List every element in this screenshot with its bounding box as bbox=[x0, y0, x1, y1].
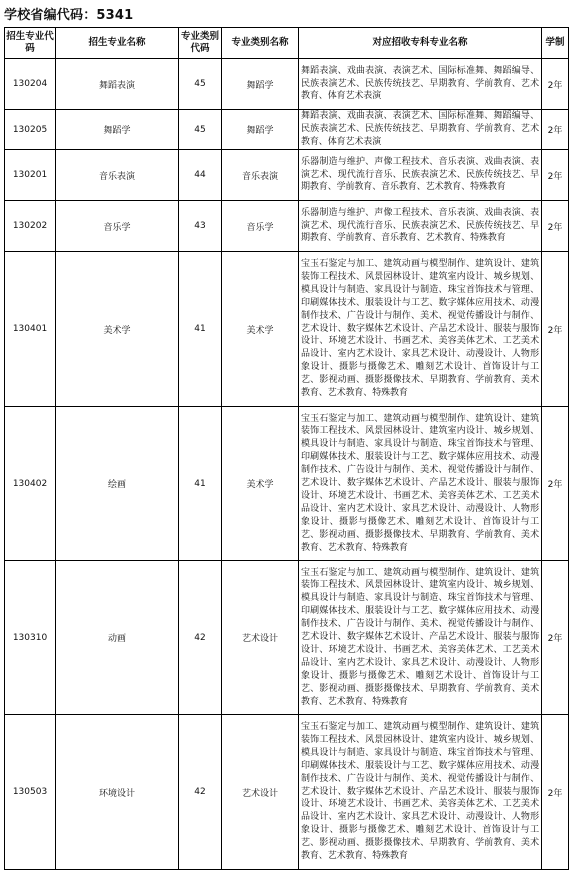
major-code-cell: 130202 bbox=[5, 201, 56, 252]
major-code-cell: 130503 bbox=[5, 715, 56, 870]
duration-cell: 2年 bbox=[542, 59, 569, 110]
category-name-cell: 音乐表演 bbox=[222, 150, 299, 201]
related-majors-cell: 宝玉石鉴定与加工、建筑动画与模型制作、建筑设计、建筑装饰工程技术、风景园林设计、建筑室内设计、城乡规划、模具设计与制造、家具设计与制造、珠宝首饰技术与管理、印刷媒体技术、服装设计与工艺、数字媒体应用技术、动漫制作技术、广告设计与制作、美术、视觉传播设计与制作、艺术设计、数字媒体艺术设计、产品艺术设计、服装与服饰设计、环境艺术设计、书画艺术、美容美体艺术、工艺美术品设计、室内艺术设计、家具艺术设计、动漫设计、人物形象设计、摄影与摄像艺术、雕刻艺术设计、首饰设计与工艺、影视动画、摄影摄像技术、早期教育、学前教育、美术教育、艺术教育、特殊教育 bbox=[299, 561, 542, 715]
category-name-cell: 美术学 bbox=[222, 407, 299, 561]
major-name-cell: 绘画 bbox=[56, 407, 179, 561]
header-related-majors: 对应招收专科专业名称 bbox=[299, 28, 542, 59]
category-name-cell: 艺术设计 bbox=[222, 561, 299, 715]
major-name-cell: 舞蹈学 bbox=[56, 110, 179, 150]
category-name-cell: 音乐学 bbox=[222, 201, 299, 252]
table-header-row bbox=[5, 28, 569, 59]
duration-cell: 2年 bbox=[542, 715, 569, 870]
category-code-cell: 45 bbox=[179, 110, 222, 150]
table-row bbox=[5, 252, 569, 407]
category-name-cell: 舞蹈学 bbox=[222, 110, 299, 150]
duration-cell: 2年 bbox=[542, 252, 569, 407]
category-code-cell: 42 bbox=[179, 561, 222, 715]
category-name-cell: 艺术设计 bbox=[222, 715, 299, 870]
table-row bbox=[5, 59, 569, 110]
major-name-cell: 音乐学 bbox=[56, 201, 179, 252]
table-row bbox=[5, 407, 569, 561]
related-majors-cell: 舞蹈表演、戏曲表演、表演艺术、国际标准舞、舞蹈编导、民族表演艺术、民族传统技艺、早期教育、学前教育、艺术教育、体育艺术表演 bbox=[299, 59, 542, 110]
duration-cell: 2年 bbox=[542, 407, 569, 561]
table-row bbox=[5, 150, 569, 201]
related-majors-cell: 宝玉石鉴定与加工、建筑动画与模型制作、建筑设计、建筑装饰工程技术、风景园林设计、建筑室内设计、城乡规划、模具设计与制造、家具设计与制造、珠宝首饰技术与管理、印刷媒体技术、服装设计与工艺、数字媒体应用技术、动漫制作技术、广告设计与制作、美术、视觉传播设计与制作、艺术设计、数字媒体艺术设计、产品艺术设计、服装与服饰设计、环境艺术设计、书画艺术、美容美体艺术、工艺美术品设计、室内艺术设计、家具艺术设计、动漫设计、人物形象设计、摄影与摄像艺术、雕刻艺术设计、首饰设计与工艺、影视动画、摄影摄像技术、早期教育、学前教育、美术教育、艺术教育、特殊教育 bbox=[299, 407, 542, 561]
category-code-cell: 42 bbox=[179, 715, 222, 870]
major-name-cell: 环境设计 bbox=[56, 715, 179, 870]
major-name-cell: 美术学 bbox=[56, 252, 179, 407]
related-majors-cell: 乐器制造与维护、声像工程技术、音乐表演、戏曲表演、表演艺术、现代流行音乐、民族表演艺术、民族传统技艺、早期教育、学前教育、音乐教育、艺术教育、特殊教育 bbox=[299, 150, 542, 201]
major-code-cell: 130201 bbox=[5, 150, 56, 201]
header-major-name: 招生专业名称 bbox=[56, 28, 179, 59]
major-name-cell: 动画 bbox=[56, 561, 179, 715]
category-name-cell: 美术学 bbox=[222, 252, 299, 407]
header-duration: 学制 bbox=[542, 28, 569, 59]
table-row bbox=[5, 201, 569, 252]
major-name-cell: 音乐表演 bbox=[56, 150, 179, 201]
header-category-name: 专业类别名称 bbox=[222, 28, 299, 59]
duration-cell: 2年 bbox=[542, 110, 569, 150]
duration-cell: 2年 bbox=[542, 201, 569, 252]
major-code-cell: 130205 bbox=[5, 110, 56, 150]
related-majors-cell: 乐器制造与维护、声像工程技术、音乐表演、戏曲表演、表演艺术、现代流行音乐、民族表演艺术、民族传统技艺、早期教育、学前教育、音乐教育、艺术教育、特殊教育 bbox=[299, 201, 542, 252]
related-majors-cell: 宝玉石鉴定与加工、建筑动画与模型制作、建筑设计、建筑装饰工程技术、风景园林设计、建筑室内设计、城乡规划、模具设计与制造、家具设计与制造、珠宝首饰技术与管理、印刷媒体技术、服装设计与工艺、数字媒体应用技术、动漫制作技术、广告设计与制作、美术、视觉传播设计与制作、艺术设计、数字媒体艺术设计、产品艺术设计、服装与服饰设计、环境艺术设计、书画艺术、美容美体艺术、工艺美术品设计、室内艺术设计、家具艺术设计、动漫设计、人物形象设计、摄影与摄像艺术、雕刻艺术设计、首饰设计与工艺、影视动画、摄影摄像技术、早期教育、学前教育、美术教育、艺术教育、特殊教育 bbox=[299, 715, 542, 870]
table-row bbox=[5, 110, 569, 150]
category-name-cell: 舞蹈学 bbox=[222, 59, 299, 110]
category-code-cell: 41 bbox=[179, 407, 222, 561]
major-code-cell: 130401 bbox=[5, 252, 56, 407]
major-name-cell: 舞蹈表演 bbox=[56, 59, 179, 110]
header-major-code: 招生专业代码 bbox=[5, 28, 56, 59]
table-row bbox=[5, 561, 569, 715]
major-code-cell: 130310 bbox=[5, 561, 56, 715]
header-category-code: 专业类别代码 bbox=[179, 28, 222, 59]
majors-table bbox=[4, 27, 569, 870]
duration-cell: 2年 bbox=[542, 561, 569, 715]
category-code-cell: 44 bbox=[179, 150, 222, 201]
related-majors-cell: 宝玉石鉴定与加工、建筑动画与模型制作、建筑设计、建筑装饰工程技术、风景园林设计、建筑室内设计、城乡规划、模具设计与制造、家具设计与制造、珠宝首饰技术与管理、印刷媒体技术、服装设计与工艺、数字媒体应用技术、动漫制作技术、广告设计与制作、美术、视觉传播设计与制作、艺术设计、数字媒体艺术设计、产品艺术设计、服装与服饰设计、环境艺术设计、书画艺术、美容美体艺术、工艺美术品设计、室内艺术设计、家具艺术设计、动漫设计、人物形象设计、摄影与摄像艺术、雕刻艺术设计、首饰设计与工艺、影视动画、摄影摄像技术、早期教育、学前教育、美术教育、艺术教育、特殊教育 bbox=[299, 252, 542, 407]
school-code-title: 学校省编代码：5341 bbox=[4, 8, 134, 23]
duration-cell: 2年 bbox=[542, 150, 569, 201]
category-code-cell: 45 bbox=[179, 59, 222, 110]
major-code-cell: 130402 bbox=[5, 407, 56, 561]
category-code-cell: 41 bbox=[179, 252, 222, 407]
category-code-cell: 43 bbox=[179, 201, 222, 252]
table-row bbox=[5, 715, 569, 870]
major-code-cell: 130204 bbox=[5, 59, 56, 110]
related-majors-cell: 舞蹈表演、戏曲表演、表演艺术、国际标准舞、舞蹈编导、民族表演艺术、民族传统技艺、早期教育、学前教育、艺术教育、体育艺术表演 bbox=[299, 110, 542, 150]
